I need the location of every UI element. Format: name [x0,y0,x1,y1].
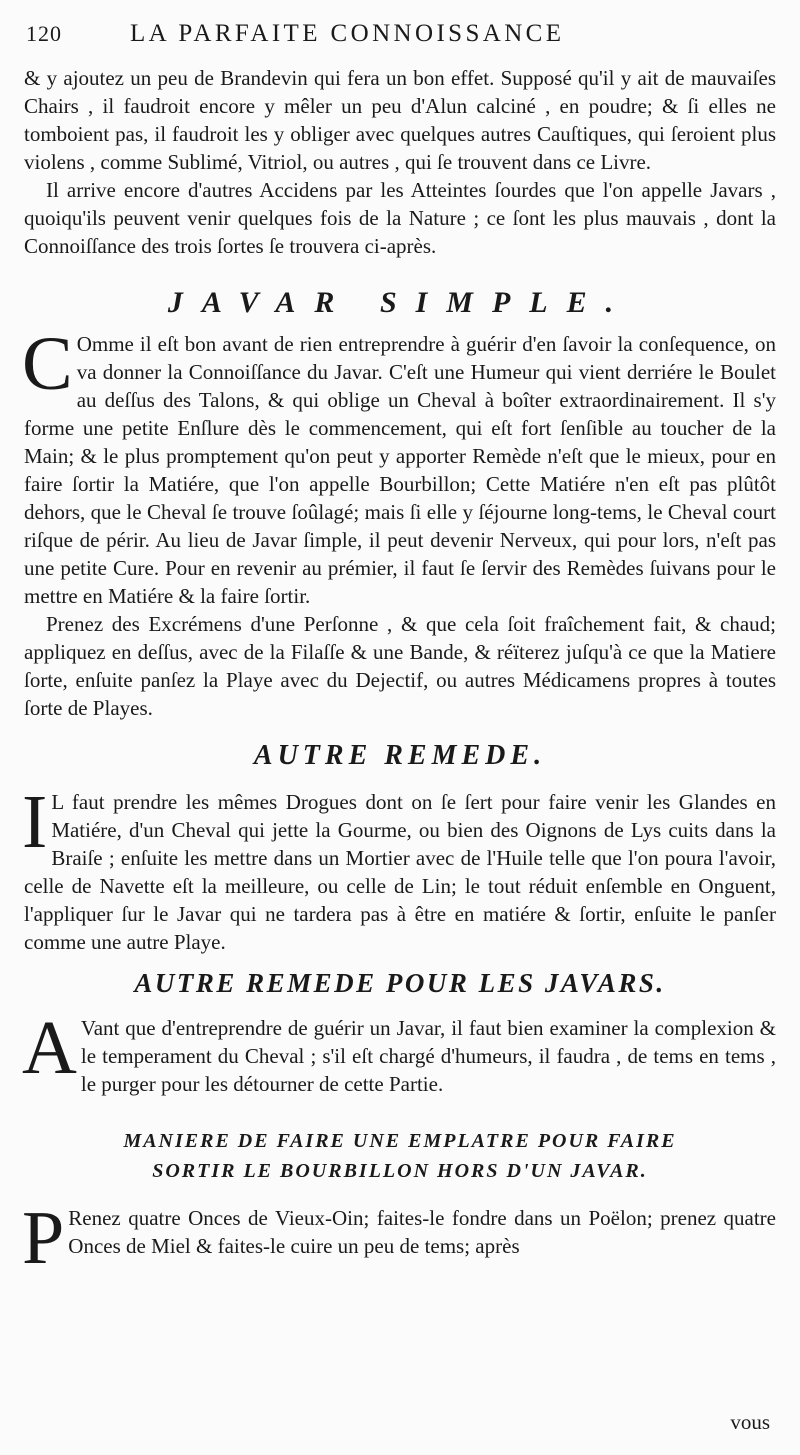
paragraph-3 [22,322,776,610]
paragraph-5 [22,780,776,956]
paragraph-5-text: L faut prendre les mêmes Drogues dont on ſe ſert pour faire venir les Glandes en Matiére, d'un Cheval qui jette la Gourme, ou bien des Oignons de Lys cuits dans la Braiſe ; enſuite les mettre dans un Mortier avec de l'Huile telle que l'on poura l'avoir, celle de Navette eſt la meilleure, ou celle de Lin; le tout réduit enſemble en Onguent, l'appliquer ſur le Javar qui ne tardera pas à être en matiére & ſortir, enſuite le panſer comme une autre Playe. [24,790,776,954]
paragraph-7-text: Renez quatre Onces de Vieux-Oin; faites-le fondre dans un Poëlon; prenez quatre Onces de Miel & faites-le cuire un peu de tems; après [68,1206,776,1258]
page-header [26,20,774,54]
drop-cap: A [22,1006,77,1090]
section-title-autre-remede-javars: AUTRE REMEDE POUR LES JAVARS. [134,968,666,998]
paragraph-4: Prenez des Excrémens d'une Perſonne , & que cela ſoit fraîchement fait, & chaud; appliquez en deſſus, avec de la Filaſſe & une Bande, & réïterez juſqu'à ce que la Matiere ſorte, enſuite panſez la Playe avec du Dejectif, ou autres Médicamens propres à toutes ſorte de Playes. [24,612,776,720]
page-number: 120 [26,21,62,46]
section-title-autre-remede: AUTRE REMEDE. [253,740,547,771]
section-title-javar-simple: JAVAR SIMPLE. [167,286,633,319]
paragraph-6 [22,1006,776,1098]
page-body [22,64,776,1280]
paragraph-6-text: Vant que d'entreprendre de guérir un Javar, il faut bien examiner la complexion & le temperament du Cheval ; s'il eſt chargé d'humeurs, il faudra , de tems en tems , le purger pour les détourner de cette Partie. [80,1016,776,1096]
drop-cap: P [22,1196,65,1280]
paragraph-2: Il arrive encore d'autres Accidens par les Atteintes ſourdes que l'on appelle Javars , quoiqu'ils peuvent venir quelques fois de la Nature ; ce ſont les plus mauvais , dont la Connoiſſance des trois ſortes ſe trouvera ci-après. [24,178,776,258]
section-title-emplatre [24,1098,776,1196]
paragraph-7 [22,1196,776,1280]
drop-cap: C [22,322,73,406]
paragraph-3-text: Omme il eſt bon avant de rien entreprendre à guérir d'en ſavoir la conſequence, on va donner la Connoiſſance du Javar. C'eſt une Humeur qui vient derriére le Boulet au deſſus des Talons, & qui oblige un Cheval à boîter extraordinairement. Il s'y forme une petite Enſlure dès le commencement, qui eſt fort ſenſible au toucher de la Main; & le plus promptement qu'on peut y apporter Remède n'eſt que le mieux, pour en faire ſortir la Matiére, que l'on appelle Bourbillon; Cette Matiére n'en eſt pas plûtôt dehors, que le Cheval ſe trouve ſoûlagé; mais ſi elle y ſéjourne long-tems, le Cheval court riſque de périr. Au lieu de Javar ſimple, il peut devenir Nerveux, qui pour lors, n'eſt pas une petite Cure. Pour en revenir au prémier, il faut ſe ſervir des Remèdes ſuivans pour le mettre en Matiére & la faire ſortir. [24,332,776,608]
running-head: LA PARFAITE CONNOISSANCE [130,20,565,47]
catchword: vous [730,1410,770,1434]
section-title-emplatre-line-2: SORTIR LE BOURBILLON HORS D'UN JAVAR. [152,1160,648,1182]
drop-cap: I [22,780,48,864]
paragraph-1: & y ajoutez un peu de Brandevin qui fera un bon effet. Supposé qu'il y ait de mauvaiſes Chairs , il faudroit encore y mêler un peu d'Alun calciné , en poudre; & ſi elles ne tomboient pas, il faudroit les y obliger avec quelques autres Cauſtiques, qui ſeroient plus violens , comme Sublimé, Vitriol, ou autres , qui ſe trouvent dans ce Livre. [24,66,776,174]
section-title-emplatre-line-1: MANIERE DE FAIRE UNE EMPLATRE POUR FAIRE [123,1130,677,1152]
